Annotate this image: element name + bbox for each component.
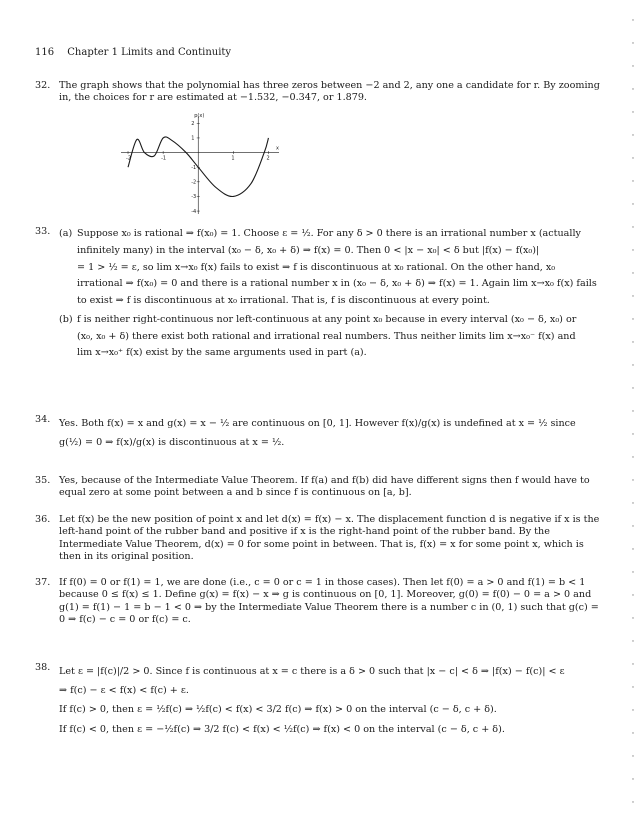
x-tick-label: -2	[126, 155, 132, 162]
problem-text: Yes, because of the Intermediate Value Theorem. If f(a) and f(b) did have different signs then f would have to equal zero at some point between a and b since f is continuous on [a, b].	[59, 475, 590, 499]
problem-text: Let f(x) be the new position of point x and let d(x) = f(x) − x. The displacement function d is negative if x is the left-hand point of the rubber band and positive if x is the right-hand point of the rubber band. By the Intermediate Value Theorem, d(x) = 0 for some point in between. That is, f(x) = x for some point x, which is then in its original position.	[59, 514, 600, 563]
problem-38-line: If f(c) < 0, then ε = −½f(c) ⇒ 3/2 f(c) < f(x) < ½f(c) ⇒ f(x) < 0 on the interval (c − δ, c + δ).	[59, 723, 505, 735]
y-tick-label: 1	[191, 135, 195, 142]
part-a-label: (a)	[59, 228, 73, 239]
problem-38-line: ⇒ f(c) − ε < f(x) < f(c) + ε.	[59, 685, 189, 697]
y-tick-label: 2	[191, 121, 195, 128]
problem-text: The graph shows that the polynomial has three zeros between −2 and 2, any one a candidate for r. By zooming in, the choices for r are estimated at −1.532, −0.347, or 1.879.	[59, 80, 600, 104]
problem-35	[35, 475, 603, 501]
y-tick-label: -3	[191, 194, 197, 201]
part-b-label: (b)	[59, 313, 73, 325]
chapter-title: Chapter 1 Limits and Continuity	[67, 47, 232, 58]
part-b-text	[77, 312, 603, 362]
problem-34-line: g(½) = 0 ⇒ f(x)/g(x) is discontinuous at x = ½.	[59, 437, 285, 449]
problem-36	[35, 514, 603, 565]
part-b-line: (x₀, x₀ + δ) there exist both rational and irrational real numbers. Thus neither limits lim x→x₀⁻ f(x) and	[77, 330, 576, 342]
problem-text	[59, 414, 603, 452]
part-a	[59, 226, 603, 310]
part-b	[59, 312, 603, 362]
graph-axes	[121, 116, 279, 214]
x-axis-label: x	[276, 145, 279, 152]
part-a-line: Suppose x₀ is rational ⇒ f(x₀) = 1. Choose ε = ½. For any δ > 0 there is an irrational number x (actually	[77, 228, 581, 239]
part-a-line: to exist ⇒ f is discontinuous at x₀ irrational. That is, f is discontinuous at every point.	[77, 295, 490, 307]
part-a-line: infinitely many) in the interval (x₀ − δ, x₀ + δ) ⇒ f(x) = 0. Then 0 < |x − x₀| < δ but |f(x) − f(x₀)|	[77, 244, 540, 256]
problem-number: 34.	[35, 414, 51, 425]
y-tick-label: -2	[191, 179, 197, 186]
page-header	[35, 46, 241, 59]
x-tick-label: -1	[161, 155, 167, 162]
y-axis-label: p(x)	[194, 113, 205, 119]
problem-number: 35.	[35, 475, 51, 486]
problem-number: 37.	[35, 577, 51, 588]
part-a-text	[77, 226, 603, 310]
problem-38-line: If f(c) > 0, then ε = ½f(c) ⇒ ½f(c) < f(x) < 3/2 f(c) ⇒ f(x) > 0 on the interval (c − δ, c + δ).	[59, 704, 497, 716]
problem-32	[35, 80, 603, 106]
part-b-line: f is neither right-continuous nor left-continuous at any point x₀ because in every interval (x₀ − δ, x₀) or	[77, 313, 577, 325]
scan-edge-dots	[632, 0, 634, 824]
part-a-line: = 1 > ½ = ε, so lim x→x₀ f(x) fails to exist ⇒ f is discontinuous at x₀ rational. On the other hand, x₀	[77, 261, 556, 273]
y-tick-label: -1	[191, 164, 197, 171]
problem-number: 36.	[35, 514, 51, 525]
problem-text	[59, 662, 603, 739]
problem-text: If f(0) = 0 or f(1) = 1, we are done (i.e., c = 0 or c = 1 in those cases). Then let f(0) = a > 0 and f(1) = b < 1 because 0 ≤ f(x) ≤ 1. Define g(x) = f(x) − x ⇒ g is continuous on [0, 1]. Moreover, g(0) = f(0) − 0 = a > 0 and g(1) = f(1) − 1 = b − 1 < 0 ⇒ by the Intermediate Value Theorem there is a number c in (0, 1) such that g(c) = 0 ⇒ f(c) − c = 0 or f(c) = c.	[59, 577, 599, 626]
x-tick-label: 1	[231, 155, 235, 162]
problem-38	[35, 662, 603, 739]
problem-33	[35, 226, 603, 362]
problem-number: 32.	[35, 80, 51, 91]
problem-34	[35, 414, 603, 452]
problem-34-line: Yes. Both f(x) = x and g(x) = x − ½ are continuous on [0, 1]. However f(x)/g(x) is undefined at x = ½ since	[59, 418, 576, 429]
y-tick-label: -4	[191, 208, 197, 215]
problem-number: 33.	[35, 226, 51, 237]
problem-37	[35, 577, 603, 628]
part-b-line: lim x→x₀⁺ f(x) exist by the same arguments used in part (a).	[77, 347, 367, 359]
page-number: 116	[35, 47, 55, 58]
x-tick-label: 2	[266, 155, 270, 162]
polynomial-graph	[115, 110, 285, 220]
part-a-line: irrational ⇒ f(x₀) = 0 and there is a rational number x in (x₀ − δ, x₀ + δ) ⇒ f(x) = 1. Again lim x→x₀ f(x) fails	[77, 278, 597, 290]
problem-number: 38.	[35, 662, 51, 673]
problem-38-line: Let ε = |f(c)|/2 > 0. Since f is continuous at x = c there is a δ > 0 such that |x − c| < δ ⇒ |f(x) − f(c)| < ε	[59, 666, 565, 677]
